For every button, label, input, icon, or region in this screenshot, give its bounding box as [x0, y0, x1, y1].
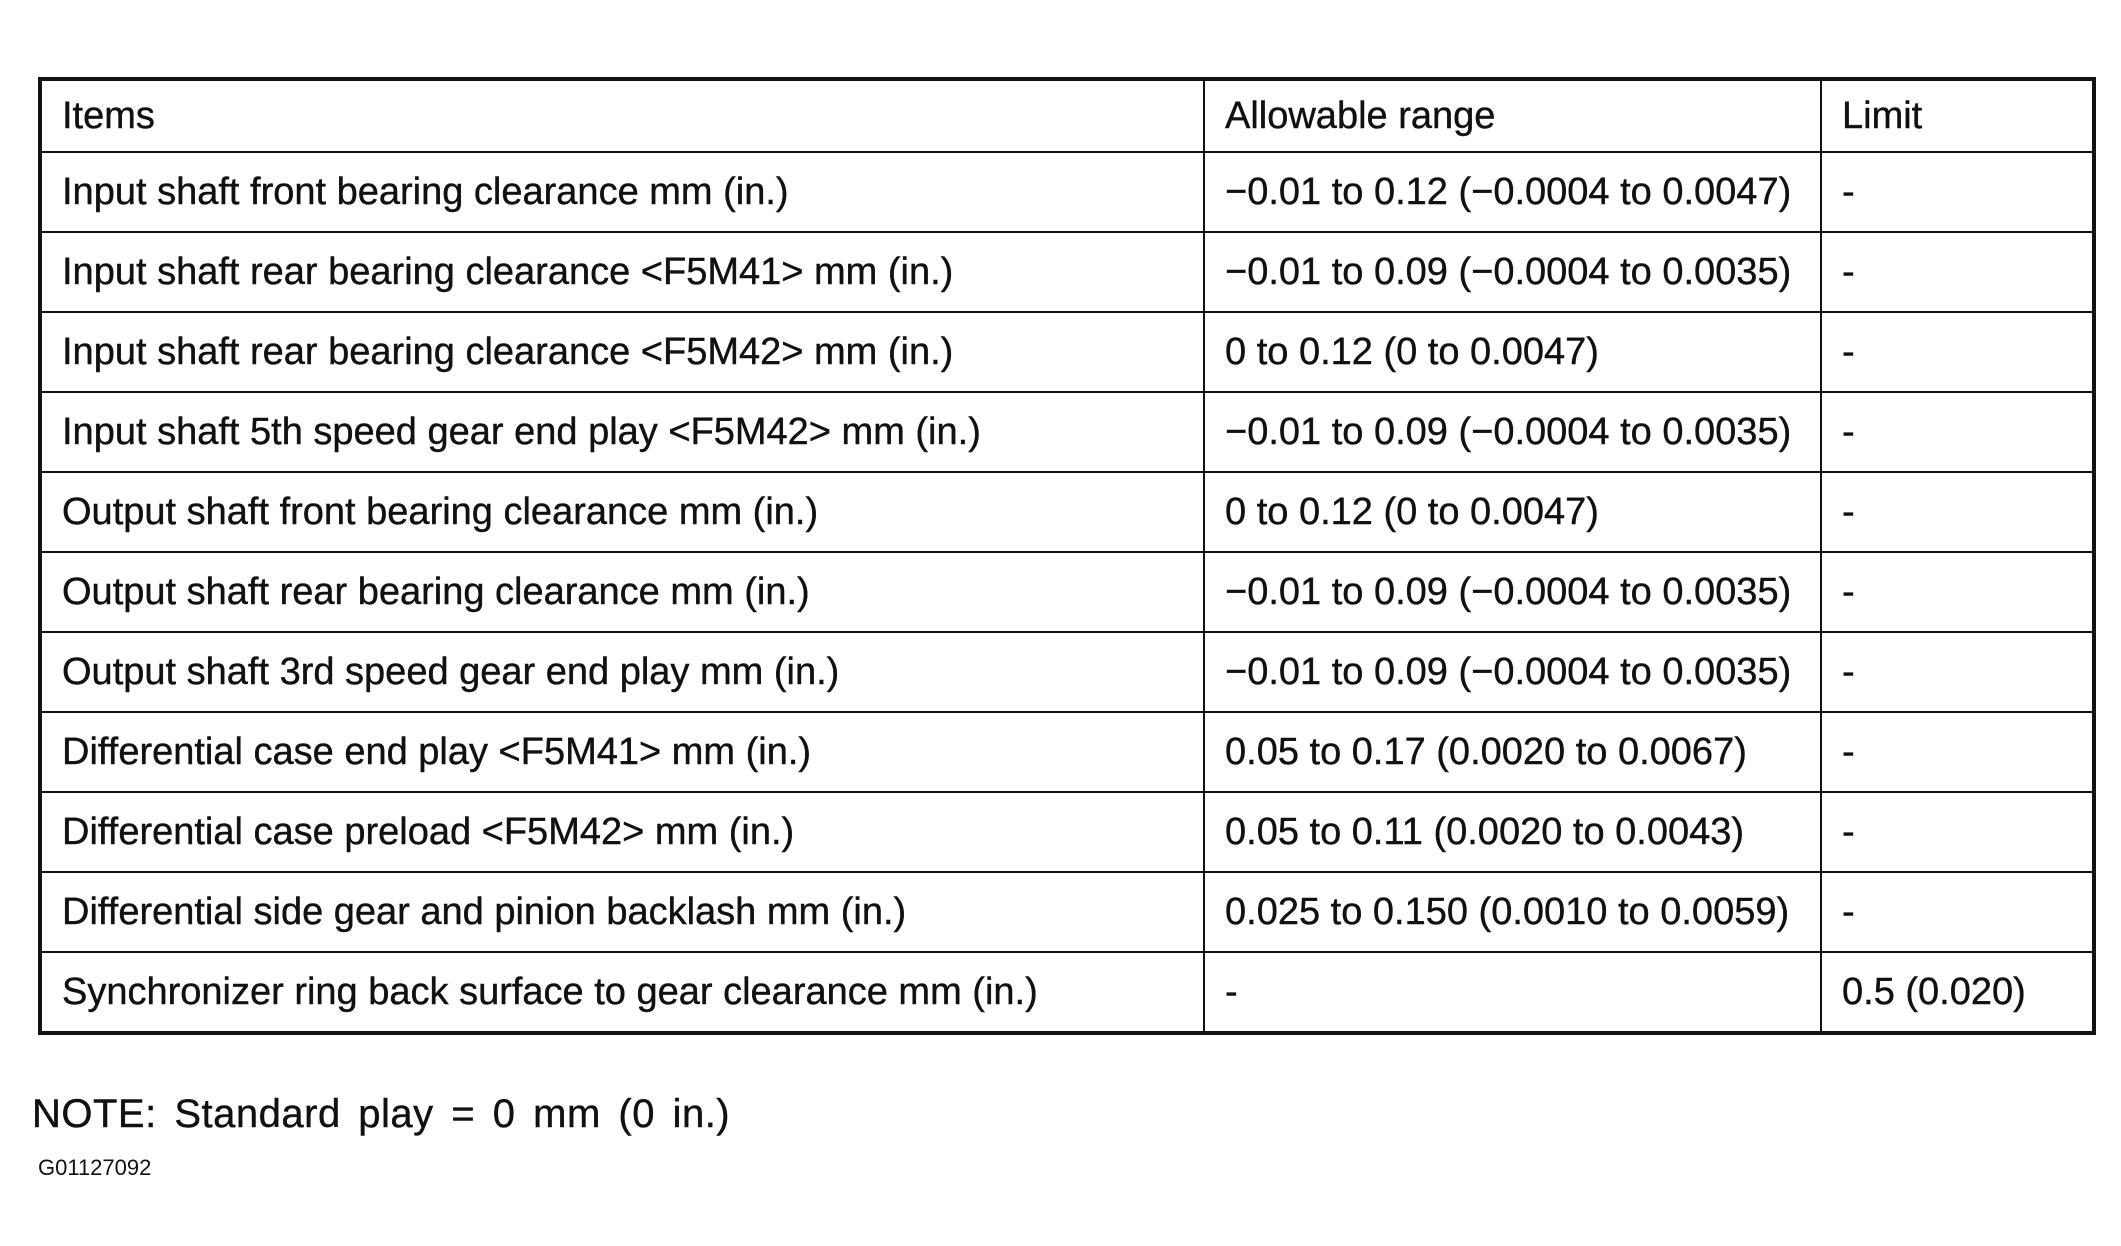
allowable-range-cell: −0.01 to 0.09 (−0.0004 to 0.0035): [1204, 632, 1821, 712]
item-cell: Differential case preload <F5M42> mm (in.): [40, 792, 1204, 872]
table-row: [40, 312, 2094, 392]
item-cell: Differential side gear and pinion backlash mm (in.): [40, 872, 1204, 952]
item-cell: Output shaft front bearing clearance mm (in.): [40, 472, 1204, 552]
limit-cell: -: [1821, 792, 2094, 872]
table-row: [40, 952, 2094, 1033]
allowable-range-cell: 0 to 0.12 (0 to 0.0047): [1204, 312, 1821, 392]
table-row: [40, 472, 2094, 552]
allowable-range-cell: 0.025 to 0.150 (0.0010 to 0.0059): [1204, 872, 1821, 952]
allowable-range-cell: −0.01 to 0.12 (−0.0004 to 0.0047): [1204, 152, 1821, 232]
allowable-range-cell: −0.01 to 0.09 (−0.0004 to 0.0035): [1204, 232, 1821, 312]
item-cell: Input shaft rear bearing clearance <F5M42> mm (in.): [40, 312, 1204, 392]
table-row: [40, 632, 2094, 712]
allowable-range-cell: -: [1204, 952, 1821, 1033]
item-cell: Input shaft front bearing clearance mm (in.): [40, 152, 1204, 232]
item-cell: Output shaft rear bearing clearance mm (in.): [40, 552, 1204, 632]
table-header-row: [40, 79, 2094, 152]
limit-cell: 0.5 (0.020): [1821, 952, 2094, 1033]
item-cell: Synchronizer ring back surface to gear clearance mm (in.): [40, 952, 1204, 1033]
column-header-items: Items: [40, 79, 1204, 152]
item-cell: Output shaft 3rd speed gear end play mm (in.): [40, 632, 1204, 712]
allowable-range-cell: 0.05 to 0.11 (0.0020 to 0.0043): [1204, 792, 1821, 872]
column-header-limit: Limit: [1821, 79, 2094, 152]
figure-id: G01127092: [38, 1155, 152, 1180]
limit-cell: -: [1821, 712, 2094, 792]
item-cell: Differential case end play <F5M41> mm (in.): [40, 712, 1204, 792]
limit-cell: -: [1821, 632, 2094, 712]
item-cell: Input shaft 5th speed gear end play <F5M42> mm (in.): [40, 392, 1204, 472]
table-row: [40, 872, 2094, 952]
limit-cell: -: [1821, 872, 2094, 952]
limit-cell: -: [1821, 152, 2094, 232]
limit-cell: -: [1821, 392, 2094, 472]
allowable-range-cell: 0 to 0.12 (0 to 0.0047): [1204, 472, 1821, 552]
allowable-range-cell: −0.01 to 0.09 (−0.0004 to 0.0035): [1204, 392, 1821, 472]
allowable-range-cell: −0.01 to 0.09 (−0.0004 to 0.0035): [1204, 552, 1821, 632]
table-row: [40, 232, 2094, 312]
item-cell: Input shaft rear bearing clearance <F5M41> mm (in.): [40, 232, 1204, 312]
table-row: [40, 152, 2094, 232]
table-row: [40, 712, 2094, 792]
table-row: [40, 552, 2094, 632]
limit-cell: -: [1821, 552, 2094, 632]
limit-cell: -: [1821, 312, 2094, 392]
allowable-range-cell: 0.05 to 0.17 (0.0020 to 0.0067): [1204, 712, 1821, 792]
specifications-table: [38, 77, 2096, 1035]
table-row: [40, 392, 2094, 472]
standard-play-note: NOTE: Standard play = 0 mm (0 in.): [32, 1092, 731, 1136]
column-header-allowable-range: Allowable range: [1204, 79, 1821, 152]
table-row: [40, 792, 2094, 872]
limit-cell: -: [1821, 232, 2094, 312]
limit-cell: -: [1821, 472, 2094, 552]
